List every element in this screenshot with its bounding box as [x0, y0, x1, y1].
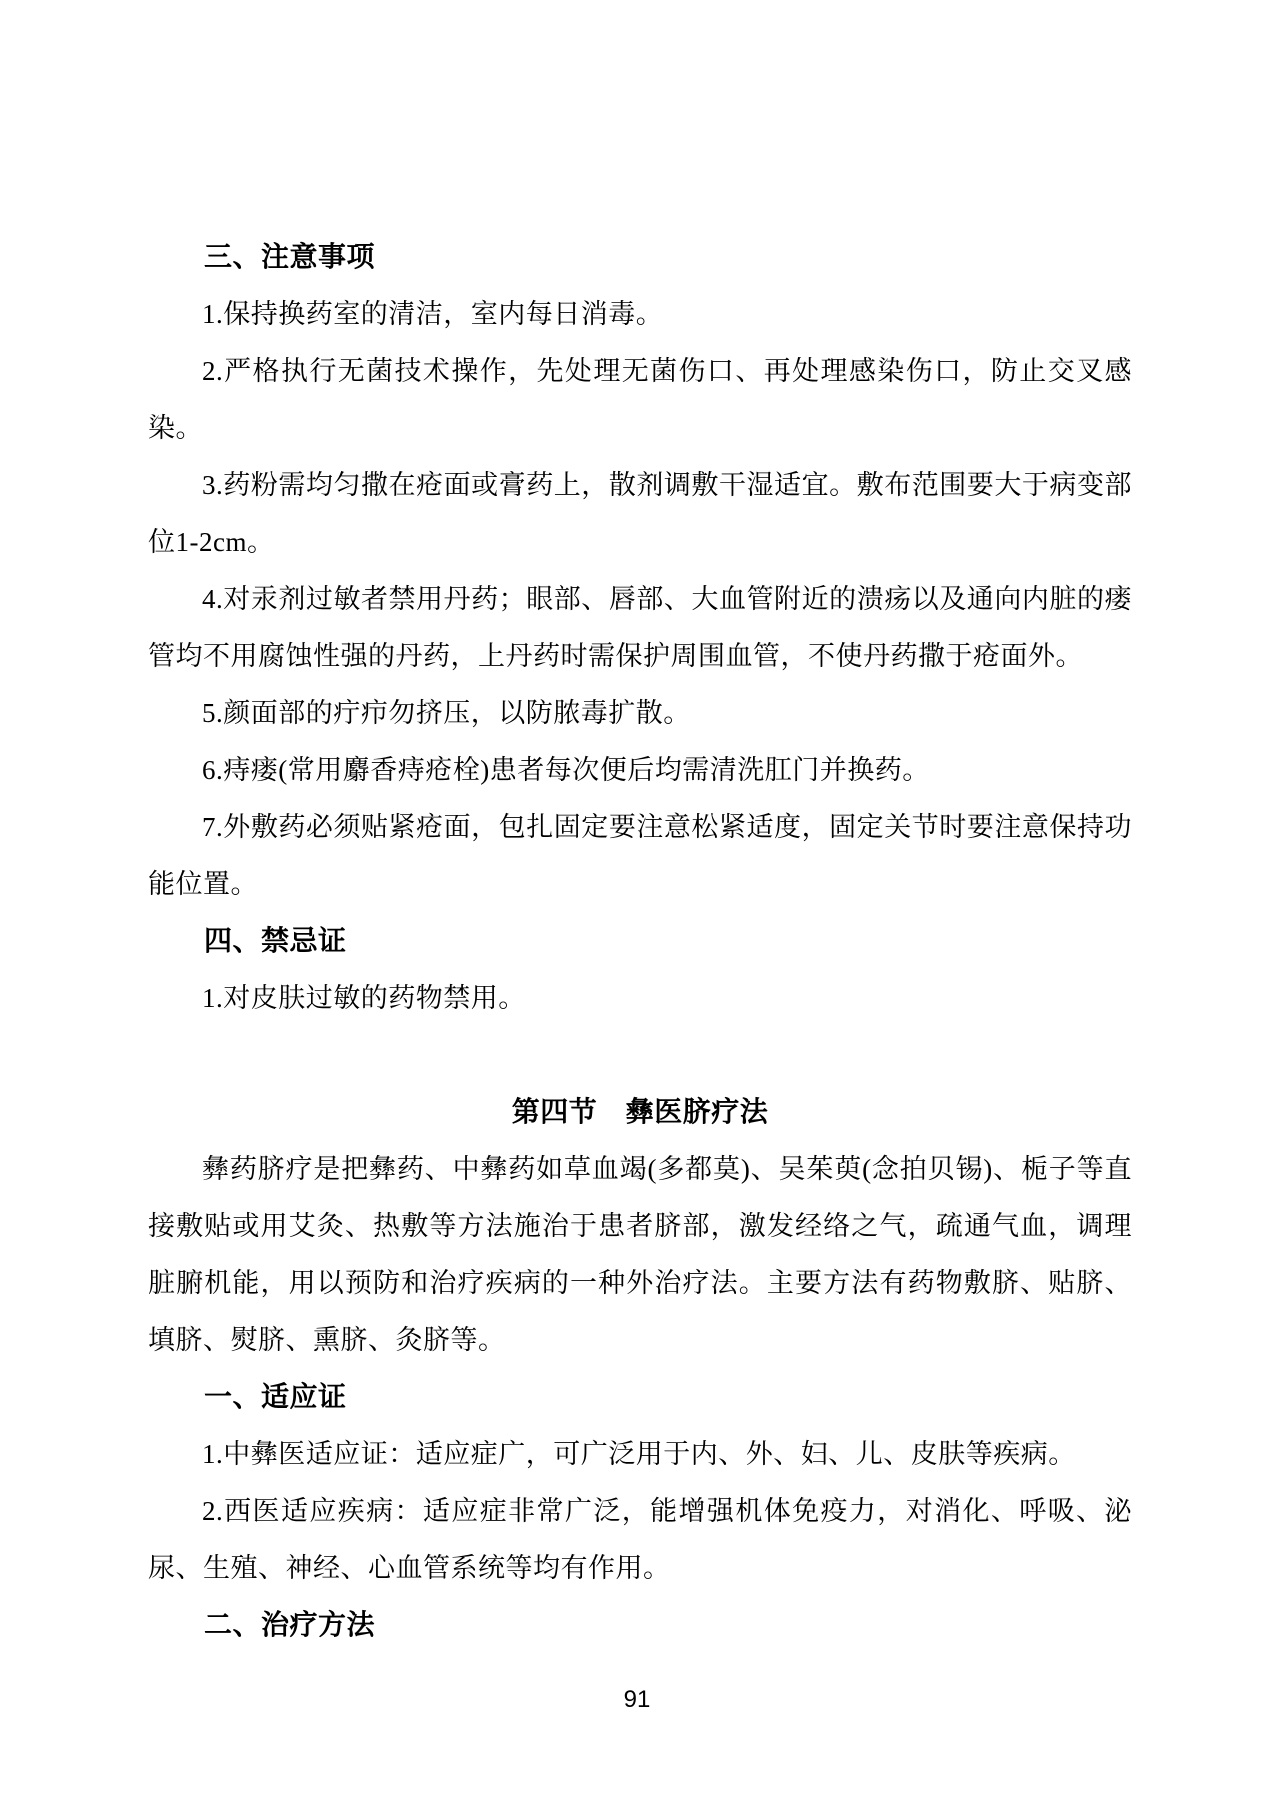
body-paragraph: 1.保持换药室的清洁，室内每日消毒。: [202, 299, 664, 329]
body-paragraph: 2.西医适应疾病：适应症非常广泛，能增强机体免疫力，对消化、呼吸、泌尿、生殖、神经、心血管系统等均有作用。: [148, 1496, 1132, 1583]
body-paragraph: 1.对皮肤过敏的药物禁用。: [202, 983, 526, 1013]
page-number: 91: [623, 1686, 651, 1713]
chapter-title: 第四节 彝医脐疗法: [511, 1097, 769, 1128]
section-heading: 一、适应证: [204, 1382, 347, 1413]
section-heading: 二、治疗方法: [204, 1610, 376, 1641]
section-heading: 三、注意事项: [204, 242, 376, 273]
body-paragraph: 6.痔瘘(常用麝香痔疮栓)患者每次便后均需清洗肛门并换药。: [202, 755, 930, 785]
body-paragraph: 2.严格执行无菌技术操作，先处理无菌伤口、再处理感染伤口，防止交叉感染。: [148, 356, 1132, 443]
document-body: [148, 229, 1132, 1654]
body-paragraph: 5.颜面部的疔疖勿挤压，以防脓毒扩散。: [202, 698, 691, 728]
body-paragraph: 3.药粉需均匀撒在疮面或膏药上，散剂调敷干湿适宜。敷布范围要大于病变部位1-2cm。: [148, 470, 1132, 557]
body-paragraph: 4.对汞剂过敏者禁用丹药；眼部、唇部、大血管附近的溃疡以及通向内脏的瘘管均不用腐蚀性强的丹药，上丹药时需保护周围血管，不使丹药撒于疮面外。: [148, 584, 1132, 671]
body-paragraph: 7.外敷药必须贴紧疮面，包扎固定要注意松紧适度，固定关节时要注意保持功能位置。: [148, 812, 1132, 899]
body-paragraph: 彝药脐疗是把彝药、中彝药如草血竭(多都莫)、吴茱萸(念拍贝锡)、栀子等直接敷贴或用艾灸、热敷等方法施治于患者脐部，激发经络之气，疏通气血，调理脏腑机能，用以预防和治疗疾病的一种外治疗法。主要方法有药物敷脐、贴脐、填脐、熨脐、熏脐、灸脐等。: [148, 1154, 1132, 1355]
body-paragraph: 1.中彝医适应证：适应症广，可广泛用于内、外、妇、儿、皮肤等疾病。: [202, 1439, 1076, 1469]
section-heading: 四、禁忌证: [204, 926, 347, 957]
